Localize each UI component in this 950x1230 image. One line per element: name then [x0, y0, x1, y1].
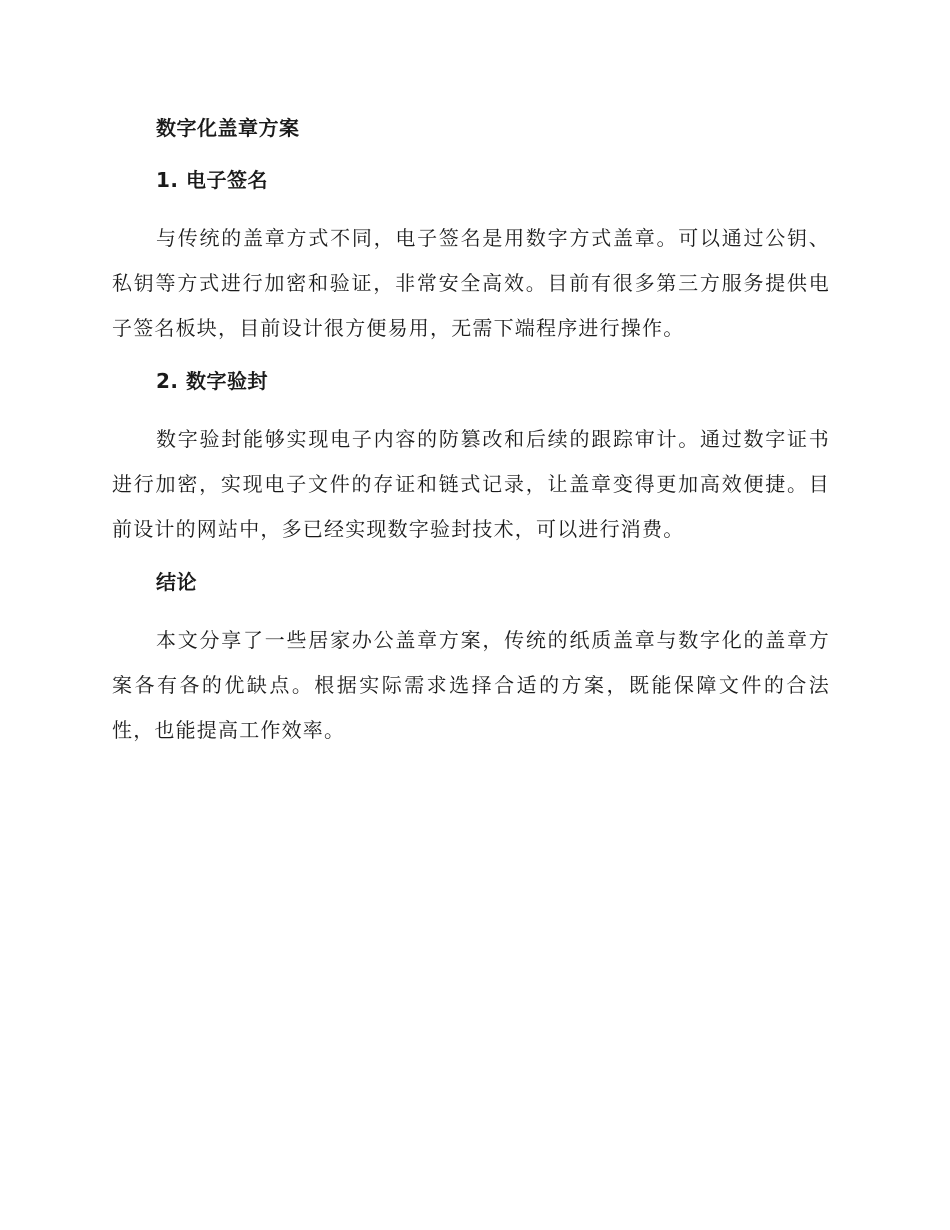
section-body-electronic-signature: 与传统的盖章方式不同，电子签名是用数字方式盖章。可以通过公钥、私钥等方式进行加密和验证，非常安全高效。目前有很多第三方服务提供电子签名板块，目前设计很方便易用，无需下端程序进行操作。 — [112, 226, 830, 340]
section-heading-electronic-signature: 1. 电子签名 — [156, 168, 268, 192]
section-body-conclusion: 本文分享了一些居家办公盖章方案，传统的纸质盖章与数字化的盖章方案各有各的优缺点。根据实际需求选择合适的方案，既能保障文件的合法性，也能提高工作效率。 — [112, 628, 830, 742]
section-heading-conclusion: 结论 — [156, 570, 197, 594]
section-heading-digital-seal: 2. 数字验封 — [156, 369, 268, 393]
section-body-digital-seal: 数字验封能够实现电子内容的防篡改和后续的跟踪审计。通过数字证书进行加密，实现电子文件的存证和链式记录，让盖章变得更加高效便捷。目前设计的网站中，多已经实现数字验封技术，可以进行消费。 — [112, 427, 830, 541]
document-title: 数字化盖章方案 — [156, 116, 300, 140]
